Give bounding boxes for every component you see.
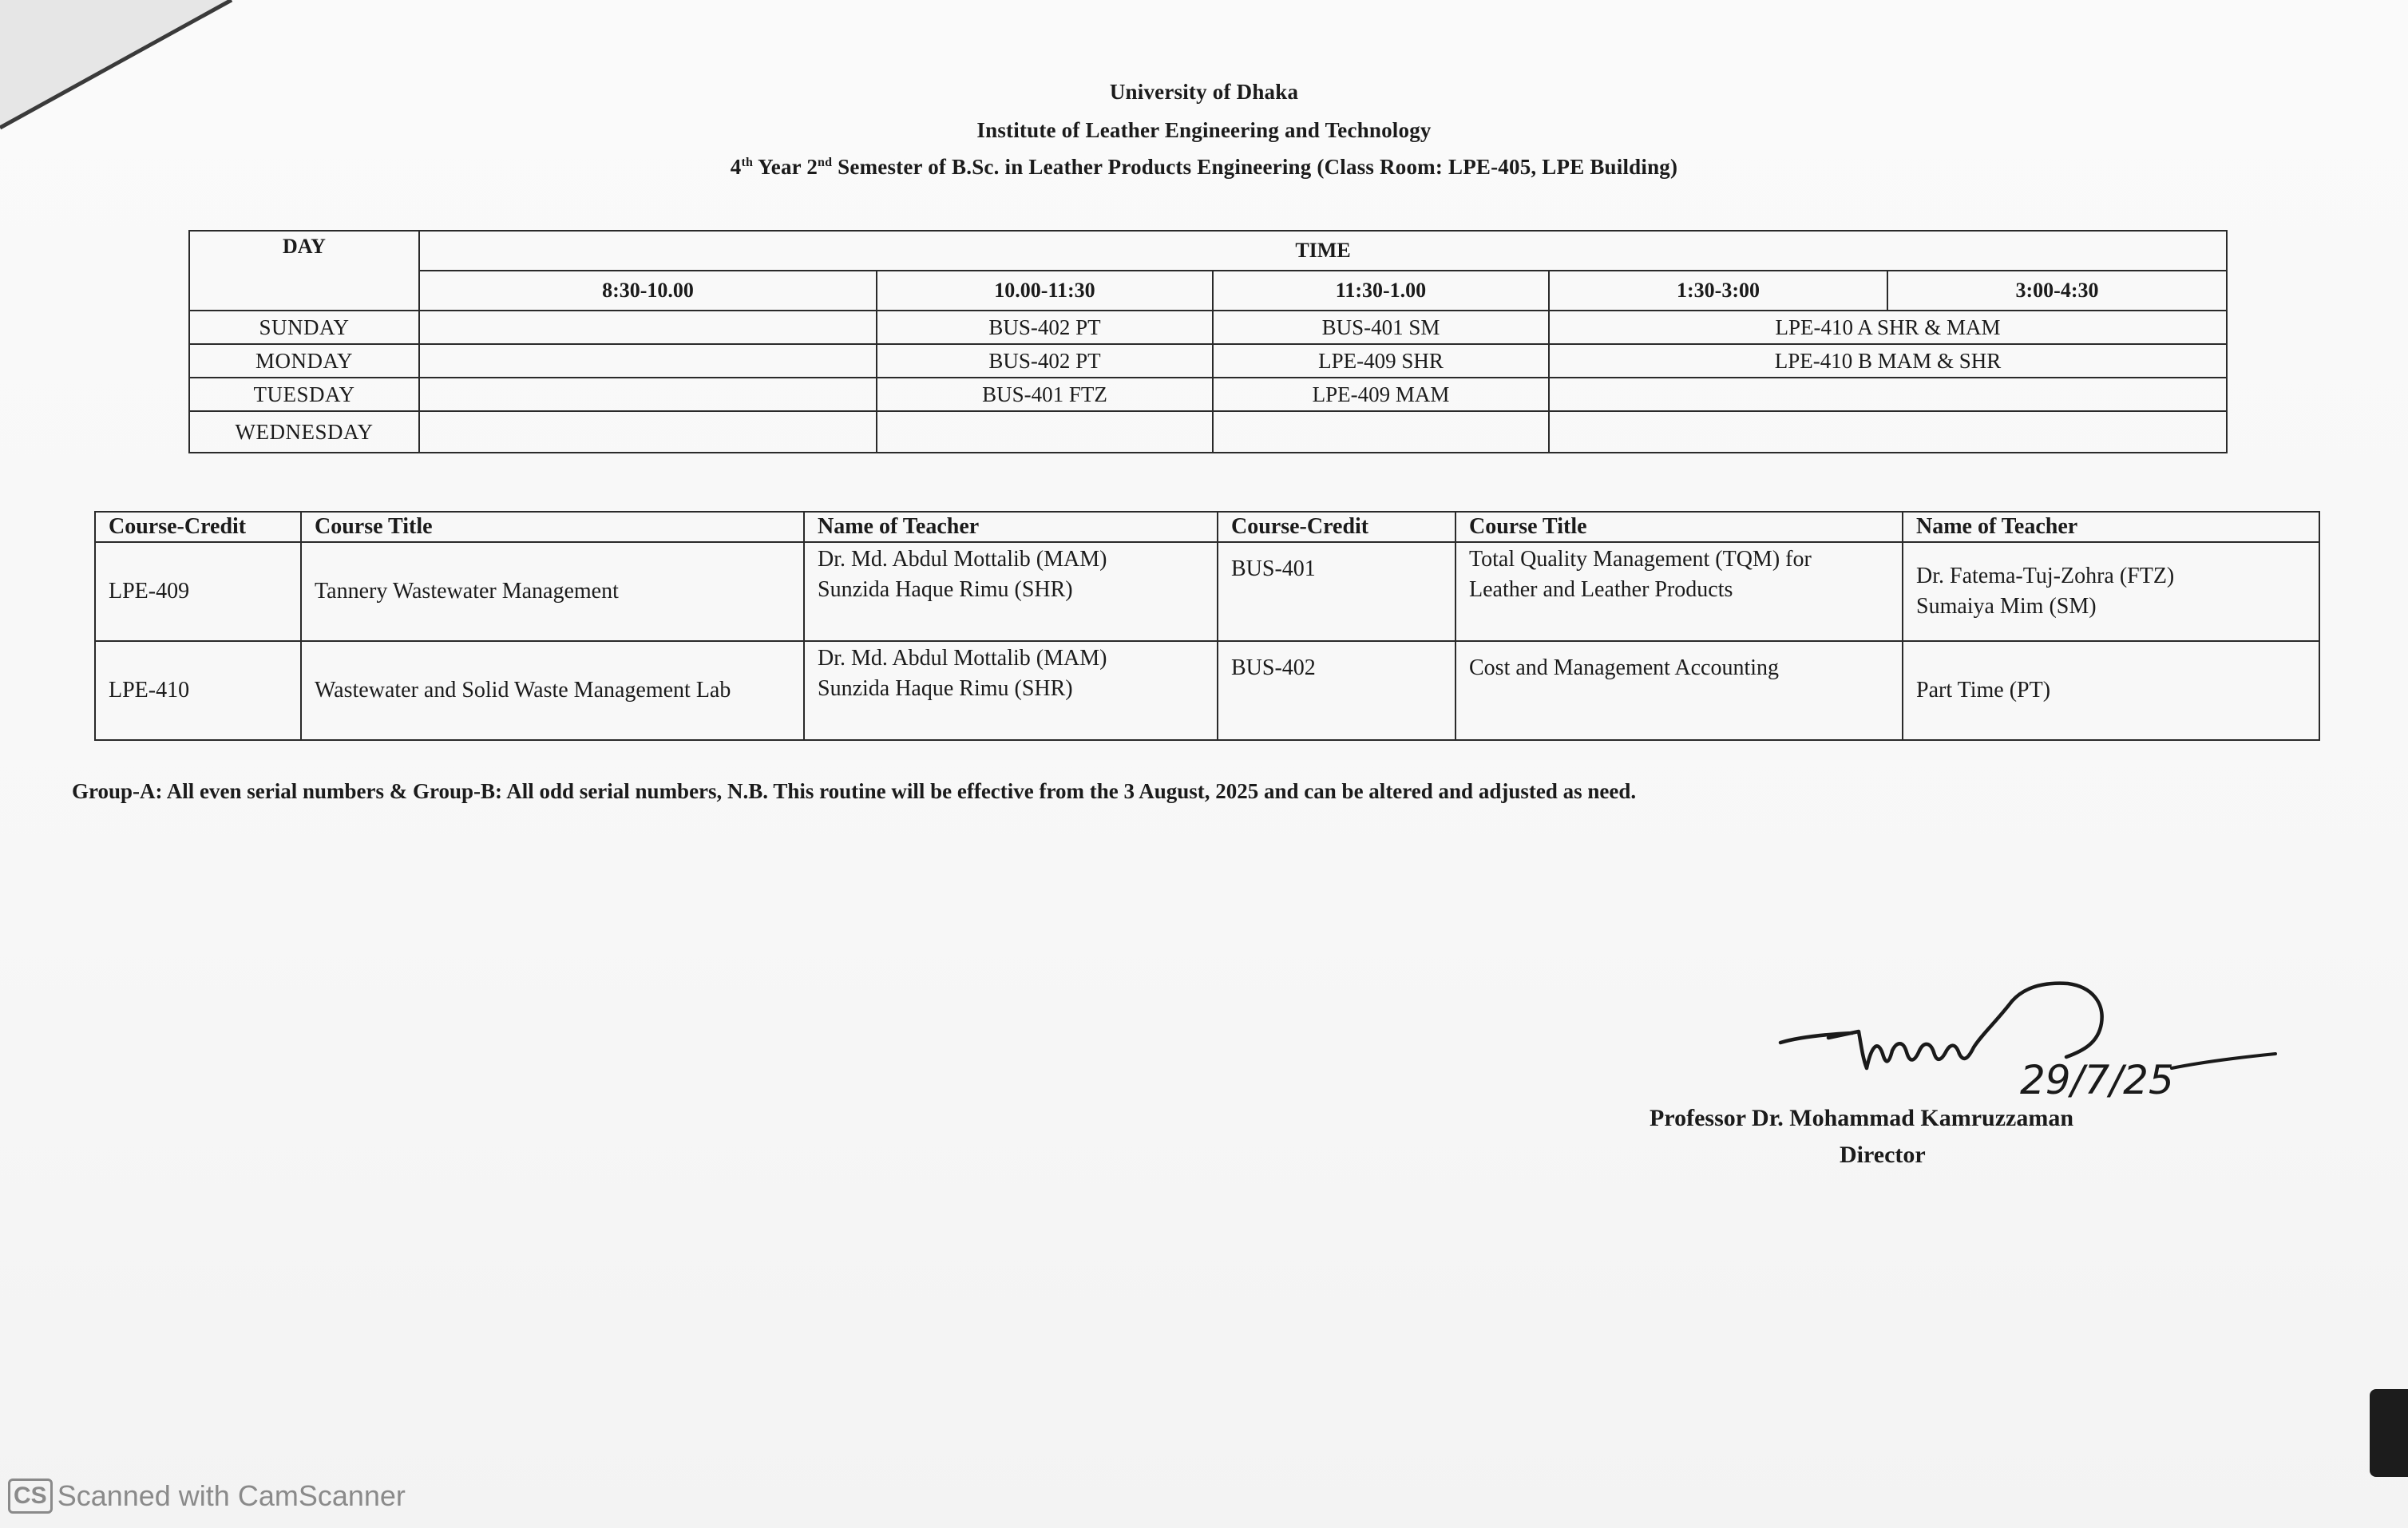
teacher-names: Dr. Md. Abdul Mottalib (MAM) Sunzida Haque Rimu (SHR) bbox=[804, 542, 1218, 641]
course-details-table bbox=[94, 511, 2320, 741]
schedule-cell: BUS-401 FTZ bbox=[877, 378, 1213, 411]
day-cell: TUESDAY bbox=[189, 378, 419, 411]
camscanner-watermark bbox=[8, 1479, 406, 1514]
teacher-names: Dr. Fatema-Tuj-Zohra (FTZ) Sumaiya Mim (SM) bbox=[1903, 542, 2319, 641]
scan-edge-mark bbox=[2370, 1389, 2408, 1477]
signer-title: Director bbox=[1840, 1142, 1926, 1168]
time-slot-header: 3:00-4:30 bbox=[1887, 271, 2227, 311]
time-column-header: TIME bbox=[419, 231, 2227, 271]
teacher-name-header: Name of Teacher bbox=[1903, 512, 2319, 542]
course-code: LPE-410 bbox=[95, 641, 301, 740]
course-row bbox=[95, 542, 2319, 641]
course-title: Total Quality Management (TQM) for Leather and Leather Products bbox=[1455, 542, 1903, 641]
course-credit-header: Course-Credit bbox=[95, 512, 301, 542]
course-row bbox=[95, 641, 2319, 740]
schedule-cell: LPE-409 SHR bbox=[1213, 344, 1549, 378]
day-column-header: DAY bbox=[189, 231, 419, 311]
course-title: Cost and Management Accounting bbox=[1455, 641, 1903, 740]
time-slot-header: 8:30-10.00 bbox=[419, 271, 877, 311]
schedule-cell: BUS-402 PT bbox=[877, 344, 1213, 378]
course-credit-header: Course-Credit bbox=[1218, 512, 1455, 542]
class-schedule-table bbox=[188, 230, 2228, 453]
institute-name: Institute of Leather Engineering and Technology bbox=[976, 118, 1432, 142]
watermark-text: Scanned with CamScanner bbox=[57, 1479, 406, 1512]
day-cell: MONDAY bbox=[189, 344, 419, 378]
program-title: 4th Year 2nd Semester of B.Sc. in Leather Products Engineering (Class Room: LPE-405, LPE Building) bbox=[730, 155, 1678, 179]
schedule-cell bbox=[419, 344, 877, 378]
course-code: BUS-402 bbox=[1218, 641, 1455, 740]
schedule-cell bbox=[419, 378, 877, 411]
schedule-row-tuesday bbox=[189, 378, 2227, 411]
course-code: BUS-401 bbox=[1218, 542, 1455, 641]
schedule-row-monday bbox=[189, 344, 2227, 378]
course-title-header: Course Title bbox=[301, 512, 804, 542]
schedule-cell: BUS-401 SM bbox=[1213, 311, 1549, 344]
course-title-header: Course Title bbox=[1455, 512, 1903, 542]
schedule-row-sunday bbox=[189, 311, 2227, 344]
page-corner-shadow bbox=[0, 0, 240, 136]
schedule-cell bbox=[1549, 411, 2227, 453]
schedule-cell bbox=[1213, 411, 1549, 453]
schedule-row-wednesday bbox=[189, 411, 2227, 453]
teacher-names: Part Time (PT) bbox=[1903, 641, 2319, 740]
time-slot-header: 11:30-1.00 bbox=[1213, 271, 1549, 311]
handwritten-signature bbox=[1772, 974, 2283, 1118]
schedule-cell bbox=[1549, 378, 2227, 411]
schedule-cell bbox=[419, 411, 877, 453]
schedule-cell: BUS-402 PT bbox=[877, 311, 1213, 344]
time-slot-header: 1:30-3:00 bbox=[1549, 271, 1887, 311]
schedule-cell bbox=[877, 411, 1213, 453]
teacher-names: Dr. Md. Abdul Mottalib (MAM) Sunzida Haque Rimu (SHR) bbox=[804, 641, 1218, 740]
course-code: LPE-409 bbox=[95, 542, 301, 641]
course-title: Tannery Wastewater Management bbox=[301, 542, 804, 641]
time-slot-header: 10.00-11:30 bbox=[877, 271, 1213, 311]
university-name: University of Dhaka bbox=[1109, 80, 1299, 104]
camscanner-logo-icon: CS bbox=[8, 1479, 53, 1514]
course-title: Wastewater and Solid Waste Management Lab bbox=[301, 641, 804, 740]
signer-name: Professor Dr. Mohammad Kamruzzaman bbox=[1650, 1105, 2074, 1131]
schedule-cell: LPE-410 B MAM & SHR bbox=[1549, 344, 2227, 378]
schedule-cell: LPE-409 MAM bbox=[1213, 378, 1549, 411]
svg-text:29/7/25: 29/7/25 bbox=[2020, 1057, 2174, 1103]
day-cell: WEDNESDAY bbox=[189, 411, 419, 453]
schedule-cell bbox=[419, 311, 877, 344]
group-note: Group-A: All even serial numbers & Group-B: All odd serial numbers, N.B. This routine will be effective from the 3 August, 2025 and can be altered and adjusted as need. bbox=[72, 779, 1637, 803]
teacher-name-header: Name of Teacher bbox=[804, 512, 1218, 542]
day-cell: SUNDAY bbox=[189, 311, 419, 344]
schedule-cell: LPE-410 A SHR & MAM bbox=[1549, 311, 2227, 344]
